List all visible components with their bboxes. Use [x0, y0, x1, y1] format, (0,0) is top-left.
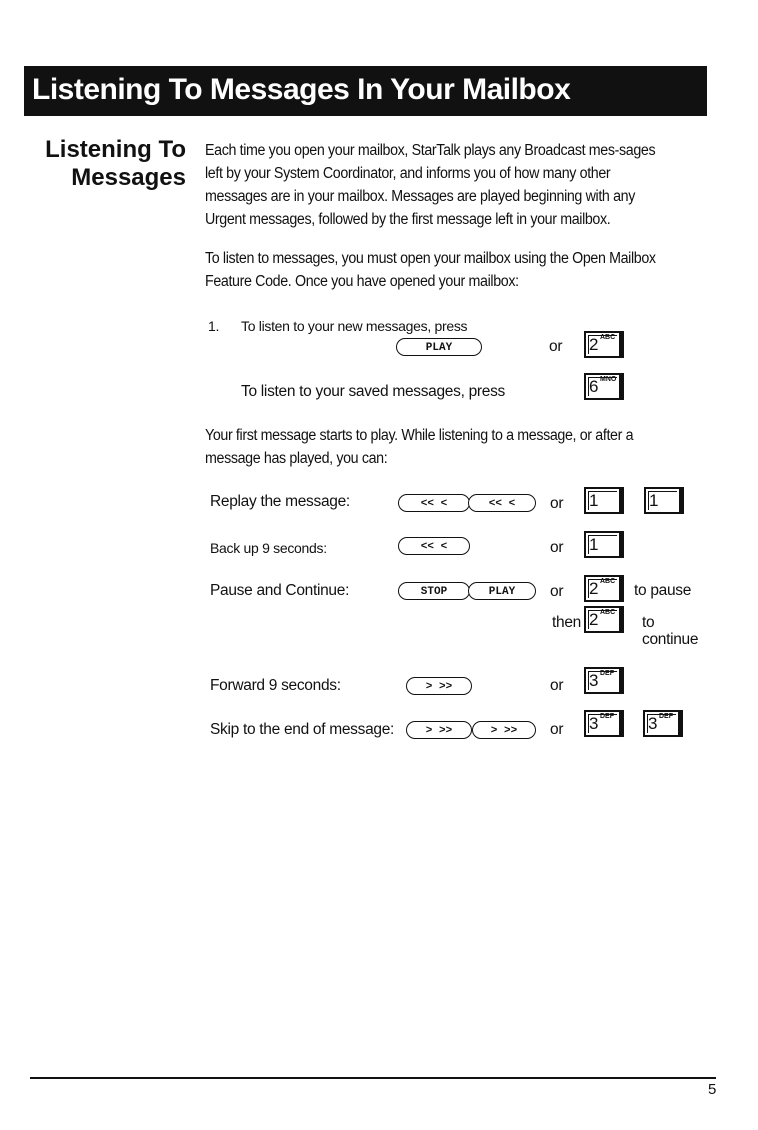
dial-key-letters: ABC: [600, 334, 616, 341]
dial-key-number: 3: [589, 714, 599, 733]
dial-key-letters: ABC: [600, 578, 616, 585]
footer-rule: [30, 1077, 716, 1079]
dial-key-number: 1: [589, 491, 599, 510]
dial-key-3: [584, 710, 624, 737]
stop-key: STOP: [398, 582, 470, 600]
step-saved-text: To listen to your saved messages, press: [241, 383, 505, 400]
step-number: 1.: [208, 318, 220, 334]
forward-key: > >>: [472, 721, 536, 739]
dial-key-letters: MNO: [600, 376, 617, 383]
forward-key: > >>: [406, 721, 472, 739]
section-title-line1: Listening To: [45, 136, 186, 163]
or-label: or: [550, 721, 564, 738]
intro-paragraph-1: Each time you open your mailbox, StarTalk plays any Broadcast mes-sages left by your System Coordinator, and informs you of how many other messages are in your mailbox. Messages are played beginning with any Urgent messages, followed by the first message left in your mailbox.: [205, 142, 656, 228]
dial-key-6: [584, 373, 624, 400]
dial-key-number: 6: [589, 377, 599, 396]
dial-key-letters: DEF: [600, 713, 614, 720]
dial-key-number: 3: [648, 714, 658, 733]
dial-key-number: 2: [589, 579, 599, 598]
section-title-line2: Messages: [71, 164, 186, 191]
page-banner: [24, 66, 707, 116]
continue-label: continue: [642, 631, 699, 648]
intro-paragraph-2: To listen to messages, you must open your mailbox using the Open Mailbox Feature Code. Once you have opened your mailbox:: [205, 250, 656, 290]
or-label: or: [550, 539, 564, 556]
or-label: or: [550, 677, 564, 694]
dial-key-2: [584, 606, 624, 633]
or-label: or: [550, 583, 564, 600]
dial-key-letters: DEF: [659, 713, 673, 720]
action-label-pause: Pause and Continue:: [210, 582, 350, 599]
dial-key-number: 1: [589, 535, 599, 554]
dial-key-number: 1: [649, 491, 659, 510]
dial-key-1: [644, 487, 684, 514]
action-label-replay: Replay the message:: [210, 493, 350, 510]
dial-key-number: 3: [589, 671, 599, 690]
to-label: to: [642, 614, 655, 631]
dial-key-1: [584, 487, 624, 514]
dial-key-3: [643, 710, 683, 737]
or-label: or: [550, 495, 564, 512]
dial-key-1: [584, 531, 624, 558]
forward-key: > >>: [406, 677, 472, 695]
while-listening-paragraph: Your first message starts to play. While listening to a message, or after a message has played, you can:: [205, 427, 634, 467]
rewind-key: << <: [468, 494, 536, 512]
dial-key-number: 2: [589, 610, 599, 629]
action-label-skip: Skip to the end of message:: [210, 721, 395, 738]
step-new-text: To listen to your new messages, press: [241, 318, 468, 334]
action-label-back-up: Back up 9 seconds:: [210, 540, 327, 556]
dial-key-2: [584, 331, 624, 358]
rewind-key: << <: [398, 537, 470, 555]
dial-key-3: [584, 667, 624, 694]
to-pause-label: to pause: [634, 582, 692, 599]
play-key: PLAY: [468, 582, 536, 600]
banner-title: Listening To Messages In Your Mailbox: [32, 73, 571, 106]
rewind-key: << <: [398, 494, 470, 512]
or-label: or: [549, 338, 563, 355]
dial-key-2: [584, 575, 624, 602]
dial-key-letters: ABC: [600, 609, 616, 616]
action-label-forward: Forward 9 seconds:: [210, 677, 341, 694]
page-number: 5: [708, 1081, 717, 1098]
dial-key-letters: DEF: [600, 670, 614, 677]
dial-key-number: 2: [589, 335, 599, 354]
play-key: PLAY: [396, 338, 482, 356]
section-title: [40, 136, 186, 192]
then-label: then: [552, 614, 581, 631]
